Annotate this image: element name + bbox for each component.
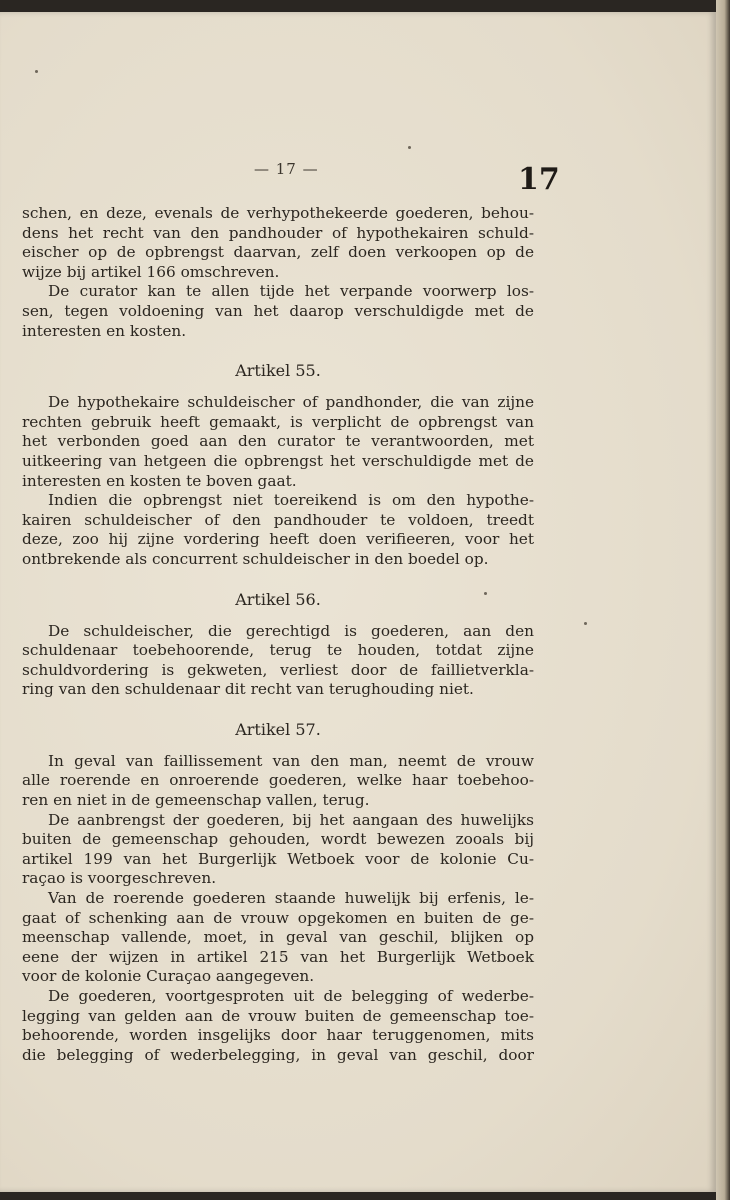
book-page xyxy=(0,12,716,1192)
text-line: De schuldeischer, die gerechtigd is goederen, aan den xyxy=(48,621,534,640)
article-heading: Artikel 56. xyxy=(235,589,321,609)
text-line: sen, tegen voldoening van het daarop verschuldigde met de xyxy=(22,301,534,320)
text-line: In geval van faillissement van den man, neemt de vrouw xyxy=(48,751,534,770)
text-line: schuldenaar toebehoorende, terug te houden, totdat zijne xyxy=(22,641,534,660)
paragraph xyxy=(22,491,534,569)
paragraph xyxy=(22,393,534,491)
text-line: raçao is voorgeschreven. xyxy=(22,869,217,888)
body-text xyxy=(22,204,534,1065)
text-line: ontbrekende als concurrent schuldeischer in den boedel op. xyxy=(22,549,489,568)
text-line: dens het recht van den pandhouder of hypothekairen schuld- xyxy=(22,223,534,242)
text-line: legging van gelden aan de vrouw buiten de gemeenschap toe- xyxy=(22,1006,534,1025)
text-line: kairen schuldeischer of den pandhouder te voldoen, treedt xyxy=(22,510,534,529)
paragraph xyxy=(22,204,534,282)
text-line: eischer op de opbrengst daarvan, zelf doen verkoopen op de xyxy=(22,243,534,262)
text-line: behoorende, worden insgelijks door haar teruggenomen, mits xyxy=(22,1026,534,1045)
text-line: gaat of schenking aan de vrouw opgekomen en buiten de ge- xyxy=(22,908,534,927)
paragraph xyxy=(22,889,534,987)
paragraph xyxy=(22,811,534,889)
text-line: Van de roerende goederen staande huwelijk bij erfenis, le- xyxy=(48,889,534,908)
text-line: wijze bij artikel 166 omschreven. xyxy=(22,262,280,281)
text-line: De aanbrengst der goederen, bij het aangaan des huwelijks xyxy=(48,810,534,829)
article-heading: Artikel 57. xyxy=(235,719,321,739)
paragraph xyxy=(22,752,534,811)
article-heading: Artikel 55. xyxy=(235,361,321,381)
text-line: eene der wijzen in artikel 215 van het Burgerlijk Wetboek xyxy=(22,947,534,966)
paragraph xyxy=(22,622,534,700)
text-line: Indien die opbrengst niet toereikend is om den hypothe- xyxy=(48,491,534,510)
text-line: De goederen, voortgesproten uit de belegging of wederbe- xyxy=(48,987,534,1005)
text-line: buiten de gemeenschap gehouden, wordt bewezen zooals bij xyxy=(22,830,534,849)
text-line: ring van den schuldenaar dit recht van terughouding niet. xyxy=(22,680,474,699)
text-line: rechten gebruik heeft gemaakt, is verplicht de opbrengst van xyxy=(22,412,534,431)
page-number: 17 xyxy=(518,162,560,197)
paragraph xyxy=(22,282,534,341)
paragraph xyxy=(22,987,534,1065)
text-line: De hypothekaire schuldeischer of pandhonder, die van zijne xyxy=(48,393,534,412)
text-line: schuldvordering is gekweten, verliest door de faillietverkla- xyxy=(22,660,534,679)
text-line: schen, en deze, evenals de verhypothekeerde goederen, behou- xyxy=(22,204,534,222)
text-line: meenschap vallende, moet, in geval van geschil, blijken op xyxy=(22,928,534,947)
text-line: uitkeering van hetgeen die opbrengst het verschuldigde met de xyxy=(22,451,534,470)
text-line: interesten en kosten te boven gaat. xyxy=(22,471,297,490)
text-line: voor de kolonie Curaçao aangegeven. xyxy=(22,967,315,986)
text-line: artikel 199 van het Burgerlijk Wetboek voor de kolonie Cu- xyxy=(22,849,534,868)
text-line: ren en niet in de gemeenschap vallen, terug. xyxy=(22,791,370,810)
page-edge xyxy=(716,0,730,1200)
running-header: — 17 — xyxy=(254,160,319,178)
text-line: deze, zoo hij zijne vordering heeft doen verifieeren, voor het xyxy=(22,530,534,549)
text-line: het verbonden goed aan den curator te verantwoorden, met xyxy=(22,432,534,451)
text-line: De curator kan te allen tijde het verpande voorwerp los- xyxy=(48,282,534,301)
text-line: die belegging of wederbelegging, in geval van geschil, door xyxy=(22,1045,534,1064)
text-line: interesten en kosten. xyxy=(22,321,187,340)
text-line: alle roerende en onroerende goederen, welke haar toebehoo- xyxy=(22,771,534,790)
